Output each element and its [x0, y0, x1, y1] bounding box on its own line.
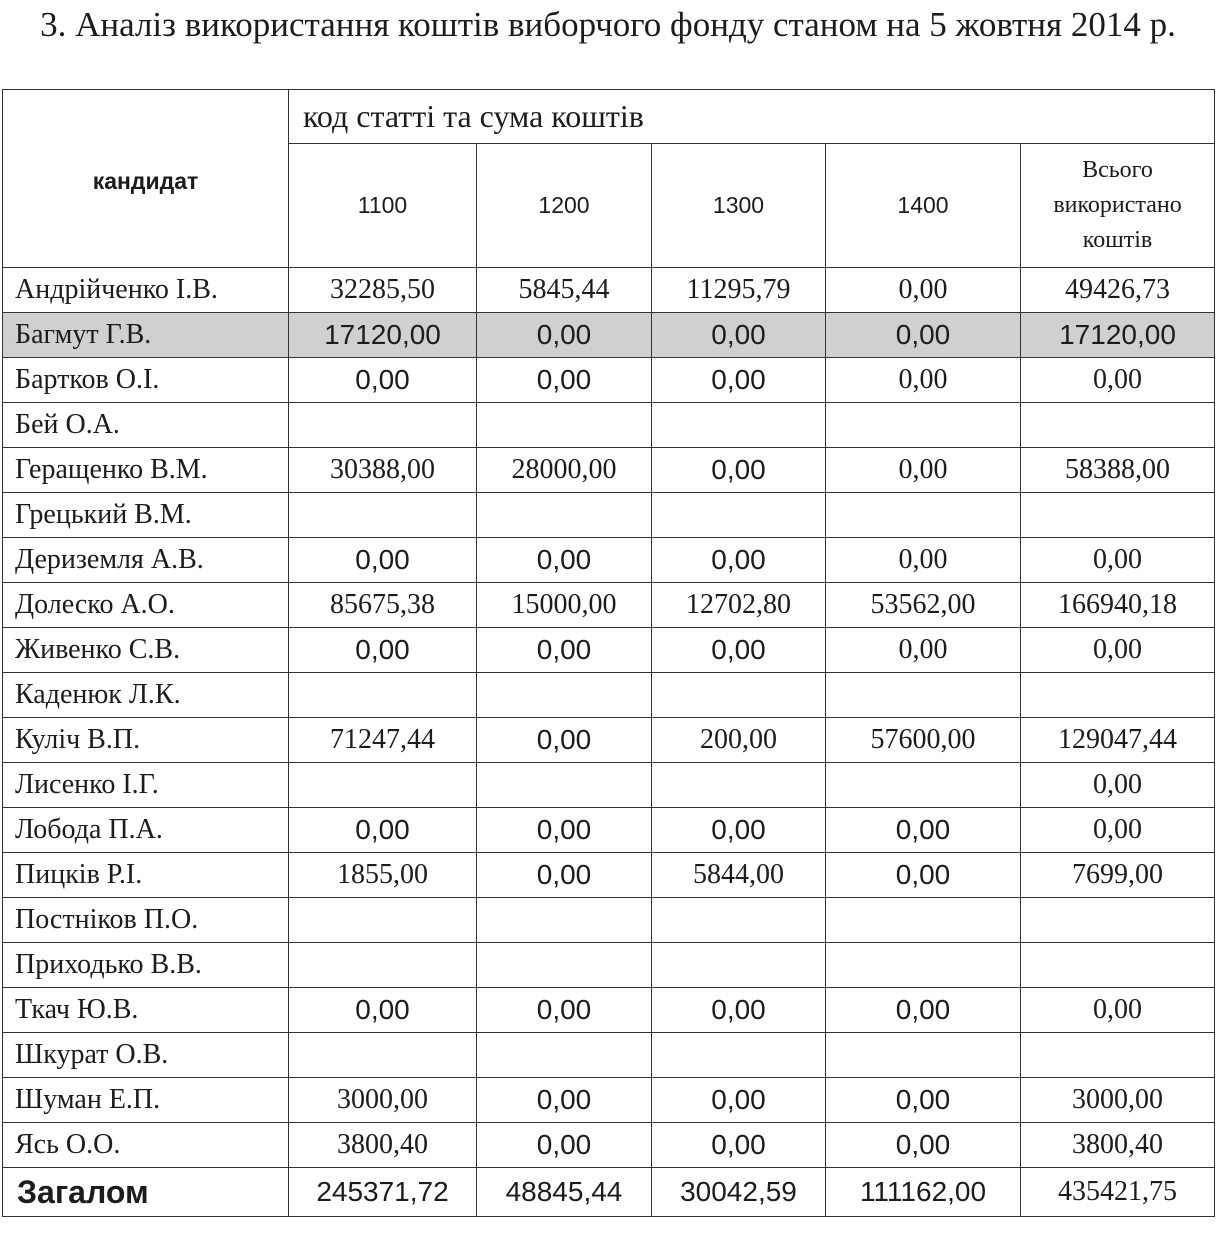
candidate-name: Пицків Р.І.: [3, 853, 289, 898]
amount-total: 3800,40: [1021, 1123, 1215, 1168]
amount-total: 0,00: [1021, 538, 1215, 583]
amount-1400: [826, 763, 1021, 808]
amount-1200: 0,00: [477, 628, 652, 673]
amount-1100: 71247,44: [289, 718, 477, 763]
table-row: [3, 853, 1215, 898]
amount-1300: [652, 493, 826, 538]
amount-total: 0,00: [1021, 358, 1215, 403]
amount-1100: 85675,38: [289, 583, 477, 628]
funds-usage-table: [2, 89, 1215, 1217]
amount-1200: 0,00: [477, 718, 652, 763]
amount-1300: [652, 403, 826, 448]
amount-1200: [477, 403, 652, 448]
amount-1100: [289, 403, 477, 448]
amount-1100: 32285,50: [289, 268, 477, 313]
totals-row: [3, 1168, 1215, 1217]
amount-1200: 0,00: [477, 358, 652, 403]
amount-1100: 17120,00: [289, 313, 477, 358]
code-header-1400: 1400: [826, 144, 1021, 268]
amount-total: [1021, 943, 1215, 988]
amount-1300: 0,00: [652, 808, 826, 853]
amount-1100: [289, 898, 477, 943]
candidate-name: Долеско А.О.: [3, 583, 289, 628]
candidate-name: Живенко С.В.: [3, 628, 289, 673]
amount-1200: 0,00: [477, 1123, 652, 1168]
total-1400: 111162,00: [826, 1168, 1021, 1217]
amount-1300: 11295,79: [652, 268, 826, 313]
table-row: [3, 448, 1215, 493]
amount-total: 17120,00: [1021, 313, 1215, 358]
amount-1400: 0,00: [826, 538, 1021, 583]
amount-total: 0,00: [1021, 763, 1215, 808]
amount-1300: 0,00: [652, 1123, 826, 1168]
amount-1300: 0,00: [652, 538, 826, 583]
amount-1400: [826, 943, 1021, 988]
amount-1400: 0,00: [826, 448, 1021, 493]
amount-1400: 0,00: [826, 1123, 1021, 1168]
table-row: [3, 943, 1215, 988]
amount-1300: [652, 898, 826, 943]
amount-1400: [826, 673, 1021, 718]
candidate-name: Ткач Ю.В.: [3, 988, 289, 1033]
amount-1100: [289, 1033, 477, 1078]
amount-1400: [826, 493, 1021, 538]
amount-1200: [477, 493, 652, 538]
table-row: [3, 1033, 1215, 1078]
candidate-name: Лобода П.А.: [3, 808, 289, 853]
candidate-name: Ясь О.О.: [3, 1123, 289, 1168]
amount-1400: 57600,00: [826, 718, 1021, 763]
amount-1200: 0,00: [477, 313, 652, 358]
amount-total: [1021, 673, 1215, 718]
amount-1400: [826, 403, 1021, 448]
table-row: [3, 1078, 1215, 1123]
table-row: [3, 493, 1215, 538]
amount-1200: [477, 1033, 652, 1078]
total-used-header: Всього використано коштів: [1021, 144, 1215, 268]
amount-1300: 200,00: [652, 718, 826, 763]
amount-total: 58388,00: [1021, 448, 1215, 493]
amount-1200: 15000,00: [477, 583, 652, 628]
total-1200: 48845,44: [477, 1168, 652, 1217]
amount-1400: 0,00: [826, 808, 1021, 853]
table-row: [3, 583, 1215, 628]
table-row: [3, 1123, 1215, 1168]
amount-1100: 1855,00: [289, 853, 477, 898]
amount-1300: 0,00: [652, 988, 826, 1033]
amount-1100: 3000,00: [289, 1078, 477, 1123]
amount-total: [1021, 898, 1215, 943]
amount-1200: 0,00: [477, 808, 652, 853]
code-header-1100: 1100: [289, 144, 477, 268]
candidate-name: Лисенко І.Г.: [3, 763, 289, 808]
amount-1400: 0,00: [826, 1078, 1021, 1123]
table-row: [3, 538, 1215, 583]
amount-1100: [289, 763, 477, 808]
candidate-name: Грецький В.М.: [3, 493, 289, 538]
amount-1200: 5845,44: [477, 268, 652, 313]
candidate-name: Куліч В.П.: [3, 718, 289, 763]
amount-1300: [652, 1033, 826, 1078]
amount-total: 0,00: [1021, 628, 1215, 673]
amount-1400: 0,00: [826, 268, 1021, 313]
table-row: [3, 763, 1215, 808]
candidate-name: Шкурат О.В.: [3, 1033, 289, 1078]
amount-1300: [652, 943, 826, 988]
amount-total: 0,00: [1021, 808, 1215, 853]
amount-total: 129047,44: [1021, 718, 1215, 763]
amount-1400: [826, 1033, 1021, 1078]
amount-1100: [289, 493, 477, 538]
amount-1100: 0,00: [289, 538, 477, 583]
amount-1100: 0,00: [289, 628, 477, 673]
code-header-1300: 1300: [652, 144, 826, 268]
amount-1300: 5844,00: [652, 853, 826, 898]
amount-total: [1021, 403, 1215, 448]
amount-1300: 0,00: [652, 313, 826, 358]
amount-1300: 0,00: [652, 1078, 826, 1123]
amount-1200: [477, 673, 652, 718]
amount-1100: 0,00: [289, 358, 477, 403]
amount-total: [1021, 1033, 1215, 1078]
amount-1400: 0,00: [826, 358, 1021, 403]
amount-1300: [652, 763, 826, 808]
amount-1200: [477, 763, 652, 808]
total-all: 435421,75: [1021, 1168, 1215, 1217]
totals-label: Загалом: [3, 1168, 289, 1217]
article-code-group-header: код статті та сума коштів: [289, 90, 1215, 144]
amount-1200: 0,00: [477, 538, 652, 583]
amount-1400: 0,00: [826, 313, 1021, 358]
amount-1100: [289, 673, 477, 718]
total-1300: 30042,59: [652, 1168, 826, 1217]
table-row: [3, 628, 1215, 673]
table-row: [3, 718, 1215, 763]
amount-1300: 0,00: [652, 358, 826, 403]
table-row: [3, 808, 1215, 853]
amount-1400: 0,00: [826, 853, 1021, 898]
amount-1400: [826, 898, 1021, 943]
amount-1200: 0,00: [477, 853, 652, 898]
amount-total: 49426,73: [1021, 268, 1215, 313]
candidate-name: Багмут Г.В.: [3, 313, 289, 358]
amount-1300: [652, 673, 826, 718]
candidate-name: Постніков П.О.: [3, 898, 289, 943]
amount-1300: 0,00: [652, 448, 826, 493]
candidate-name: Геращенко В.М.: [3, 448, 289, 493]
amount-1300: 0,00: [652, 628, 826, 673]
amount-1100: 3800,40: [289, 1123, 477, 1168]
table-row: [3, 313, 1215, 358]
amount-1400: 53562,00: [826, 583, 1021, 628]
amount-total: [1021, 493, 1215, 538]
amount-1200: 0,00: [477, 1078, 652, 1123]
amount-total: 0,00: [1021, 988, 1215, 1033]
amount-1200: [477, 898, 652, 943]
candidate-name: Бей О.А.: [3, 403, 289, 448]
amount-total: 166940,18: [1021, 583, 1215, 628]
amount-1100: 30388,00: [289, 448, 477, 493]
table-row: [3, 358, 1215, 403]
table-row: [3, 988, 1215, 1033]
amount-1400: 0,00: [826, 988, 1021, 1033]
amount-1200: 28000,00: [477, 448, 652, 493]
amount-1100: [289, 943, 477, 988]
total-1100: 245371,72: [289, 1168, 477, 1217]
candidate-column-header: кандидат: [3, 90, 289, 268]
page-title: 3. Аналіз використання коштів виборчого фонду станом на 5 жовтня 2014 р.: [40, 5, 1176, 44]
amount-1400: 0,00: [826, 628, 1021, 673]
amount-1100: 0,00: [289, 808, 477, 853]
table-row: [3, 673, 1215, 718]
candidate-name: Приходько В.В.: [3, 943, 289, 988]
amount-1200: [477, 943, 652, 988]
table-row: [3, 898, 1215, 943]
table-row: [3, 403, 1215, 448]
amount-1200: 0,00: [477, 988, 652, 1033]
table-row: [3, 268, 1215, 313]
candidate-name: Дериземля А.В.: [3, 538, 289, 583]
candidate-name: Бартков О.І.: [3, 358, 289, 403]
code-header-1200: 1200: [477, 144, 652, 268]
amount-1100: 0,00: [289, 988, 477, 1033]
candidate-name: Шуман Е.П.: [3, 1078, 289, 1123]
amount-total: 3000,00: [1021, 1078, 1215, 1123]
amount-1300: 12702,80: [652, 583, 826, 628]
candidate-name: Андрійченко І.В.: [3, 268, 289, 313]
candidate-name: Каденюк Л.К.: [3, 673, 289, 718]
amount-total: 7699,00: [1021, 853, 1215, 898]
